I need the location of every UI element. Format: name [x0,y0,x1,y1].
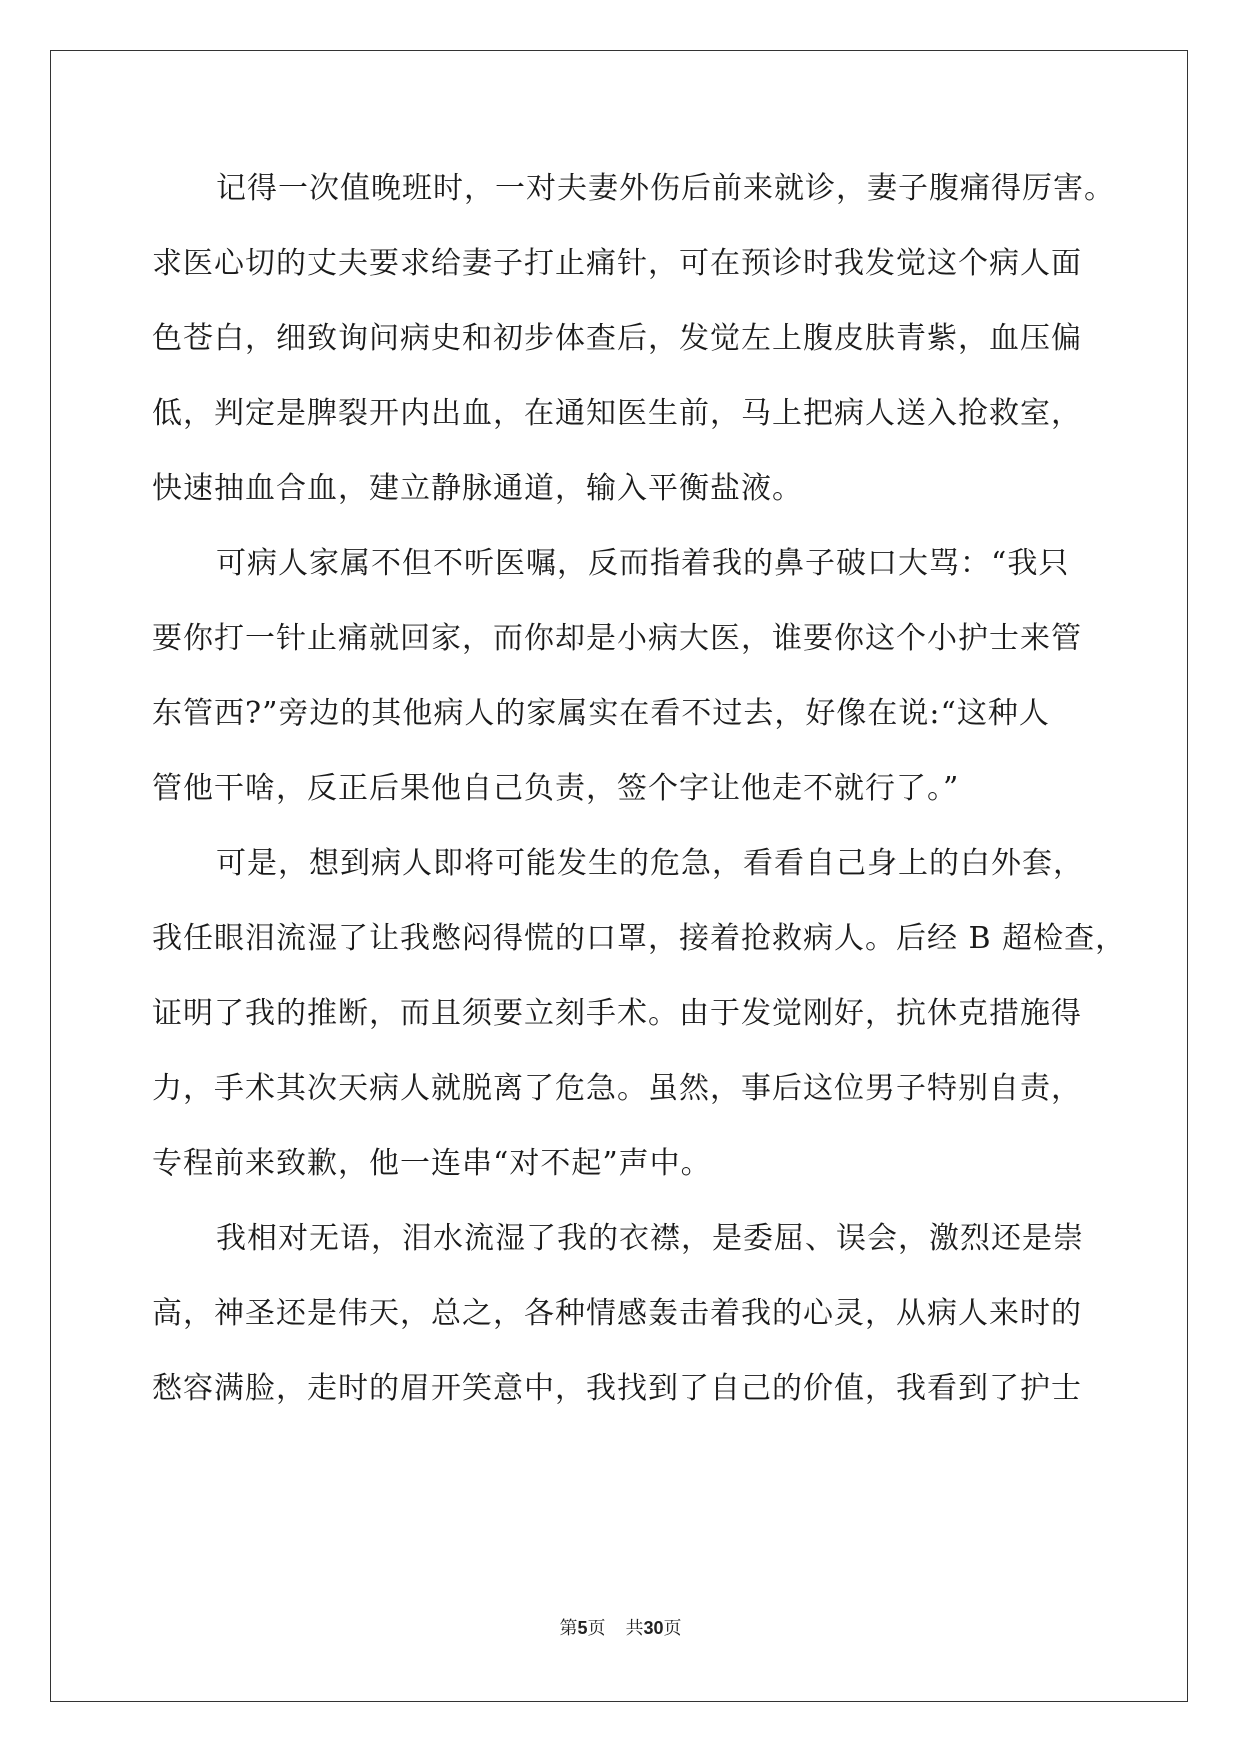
paragraph-4-line-1: 我相对无语，泪水流湿了我的衣襟，是委屈、误会，激烈还是崇 [216,1221,1084,1256]
paragraph-3-line-2: 我任眼泪流湿了让我憋闷得慌的口罩，接着抢救病人。后经 B 超检查， [152,921,1127,956]
paragraph-3-line-5: 专程前来致歉，他一连串“对不起”声中。 [152,1146,712,1181]
total-suffix: 页 [663,1618,682,1639]
paragraph-3-line-3: 证明了我的推断，而且须要立刻手术。由于发觉刚好，抗休克措施得 [152,996,1082,1031]
page-footer [0,1614,1241,1640]
paragraph-1-line-5: 快速抽血合血，建立静脉通道，输入平衡盐液。 [152,471,803,506]
paragraph-2-line-4: 管他干啥，反正后果他自己负责，签个字让他走不就行了。” [152,771,960,806]
total-pages: 30 [643,1618,664,1638]
total-prefix: 共 [625,1618,644,1639]
paragraph-1-line-3: 色苍白，细致询问病史和初步体查后，发觉左上腹皮肤青紫，血压偏 [152,321,1082,356]
document-body [152,162,1127,1437]
paragraph-4-line-3: 愁容满脸，走时的眉开笑意中，我找到了自己的价值，我看到了护士 [152,1371,1082,1406]
paragraph-3-line-4: 力，手术其次天病人就脱离了危急。虽然，事后这位男子特别自责， [152,1071,1082,1106]
paragraph-1-line-4: 低，判定是脾裂开内出血，在通知医生前，马上把病人送入抢救室， [152,396,1082,431]
paragraph-3-line-1: 可是，想到病人即将可能发生的危急，看看自己身上的白外套， [216,846,1084,881]
paragraph-1-line-1: 记得一次值晚班时，一对夫妻外伤后前来就诊，妻子腹痛得厉害。 [216,171,1115,206]
paragraph-1-line-2: 求医心切的丈夫要求给妻子打止痛针，可在预诊时我发觉这个病人面 [152,246,1082,281]
page-prefix: 第 [559,1618,578,1639]
paragraph-2-line-1: 可病人家属不但不听医嘱，反而指着我的鼻子破口大骂：“我只 [216,546,1070,581]
paragraph-4-line-2: 高，神圣还是伟天，总之，各种情感轰击着我的心灵，从病人来时的 [152,1296,1082,1331]
paragraph-2-line-2: 要你打一针止痛就回家，而你却是小病大医，谁要你这个小护士来管 [152,621,1082,656]
paragraph-2-line-3: 东管西?”旁边的其他病人的家属实在看不过去，好像在说:“这种人 [152,696,1050,731]
page-suffix: 页 [587,1618,606,1639]
page-number: 5 [577,1618,588,1638]
